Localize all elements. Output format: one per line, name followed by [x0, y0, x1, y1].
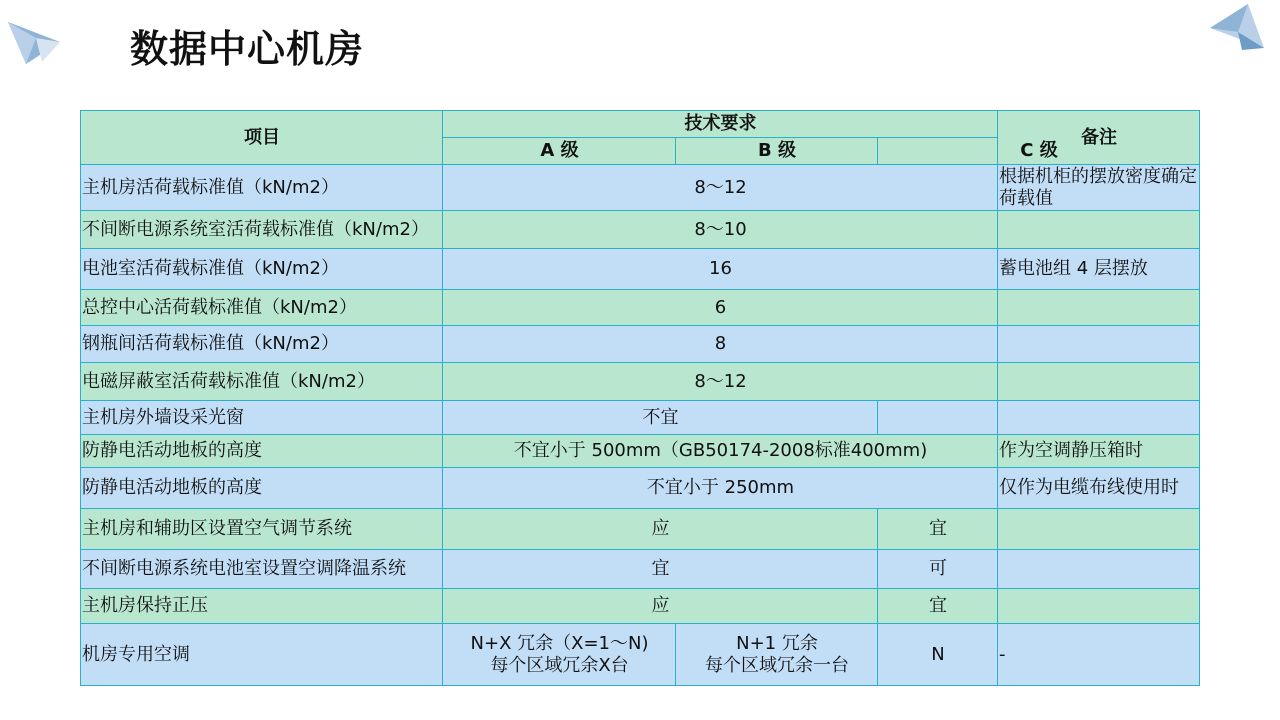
header-grade-a: A 级	[443, 138, 676, 165]
note-cell	[998, 550, 1200, 589]
decorative-triangle-icon	[6, 20, 62, 66]
table-row	[81, 468, 1200, 509]
grade-c-cell: 宜	[878, 589, 998, 624]
value-cell: 6	[443, 290, 998, 326]
value-cell: 8～12	[443, 165, 998, 211]
item-cell: 不间断电源系统室活荷载标准值（kN/m2）	[81, 211, 443, 249]
grade-ab-cell: 宜	[443, 550, 878, 589]
header-tech: 技术要求	[443, 111, 998, 138]
grade-a-line2: 每个区域冗余X台	[490, 654, 629, 676]
note-cell	[998, 290, 1200, 326]
value-cell: 不宜小于 500mm（GB50174-2008标准400mm)	[443, 435, 998, 468]
table-row	[81, 249, 1200, 290]
value-cell: 不宜小于 250mm	[443, 468, 998, 509]
table-row	[81, 363, 1200, 401]
value-cell: 不宜	[443, 401, 878, 435]
note-cell	[998, 211, 1200, 249]
table-row	[81, 550, 1200, 589]
item-cell: 电池室活荷载标准值（kN/m2）	[81, 249, 443, 290]
table-row	[81, 401, 1200, 435]
grade-c-cell: 可	[878, 550, 998, 589]
grade-b-line2: 每个区域冗余一台	[705, 654, 849, 676]
grade-a-line1: N+X 冗余（X=1～N)	[470, 632, 649, 654]
grade-b-cell	[676, 624, 878, 686]
grade-ab-cell: 应	[443, 509, 878, 550]
grade-a-cell	[443, 624, 676, 686]
page-title: 数据中心机房	[130, 27, 365, 71]
header-item: 项目	[81, 111, 443, 165]
note-cell: -	[998, 624, 1200, 686]
grade-c-cell: 宜	[878, 509, 998, 550]
item-cell: 机房专用空调	[81, 624, 443, 686]
item-cell: 主机房外墙设采光窗	[81, 401, 443, 435]
header-grade-b: B 级	[676, 138, 878, 165]
decorative-triangle-icon	[1208, 2, 1266, 52]
table-row	[81, 509, 1200, 550]
header-note: 备注	[998, 111, 1200, 165]
item-cell: 防静电活动地板的高度	[81, 468, 443, 509]
grade-c-cell	[878, 401, 998, 435]
grade-ab-cell: 应	[443, 589, 878, 624]
table-row	[81, 326, 1200, 363]
table-row	[81, 290, 1200, 326]
header-grade-c: C 级	[878, 138, 1200, 165]
header-row	[81, 111, 1200, 138]
item-cell: 钢瓶间活荷载标准值（kN/m2）	[81, 326, 443, 363]
note-cell	[998, 363, 1200, 401]
note-cell: 仅作为电缆布线使用时	[998, 468, 1200, 509]
note-cell: 蓄电池组 4 层摆放	[998, 249, 1200, 290]
item-cell: 总控中心活荷载标准值（kN/m2）	[81, 290, 443, 326]
value-cell: 8	[443, 326, 998, 363]
note-cell: 作为空调静压箱时	[998, 435, 1200, 468]
value-cell: 16	[443, 249, 998, 290]
value-cell: 8～12	[443, 363, 998, 401]
item-cell: 防静电活动地板的高度	[81, 435, 443, 468]
table-row	[81, 211, 1200, 249]
value-cell: 8～10	[443, 211, 998, 249]
note-cell	[998, 401, 1200, 435]
grade-c-cell: N	[878, 624, 998, 686]
item-cell: 主机房和辅助区设置空气调节系统	[81, 509, 443, 550]
note-cell	[998, 326, 1200, 363]
table-row	[81, 435, 1200, 468]
note-cell	[998, 589, 1200, 624]
spec-table	[80, 110, 1200, 686]
table-row	[81, 589, 1200, 624]
note-cell: 根据机柜的摆放密度确定荷载值	[998, 165, 1200, 211]
note-cell	[998, 509, 1200, 550]
item-cell: 不间断电源系统电池室设置空调降温系统	[81, 550, 443, 589]
item-cell: 主机房保持正压	[81, 589, 443, 624]
item-cell: 电磁屏蔽室活荷载标准值（kN/m2）	[81, 363, 443, 401]
grade-b-line1: N+1 冗余	[736, 632, 818, 654]
table-row	[81, 165, 1200, 211]
table-row	[81, 624, 1200, 686]
item-cell: 主机房活荷载标准值（kN/m2）	[81, 165, 443, 211]
